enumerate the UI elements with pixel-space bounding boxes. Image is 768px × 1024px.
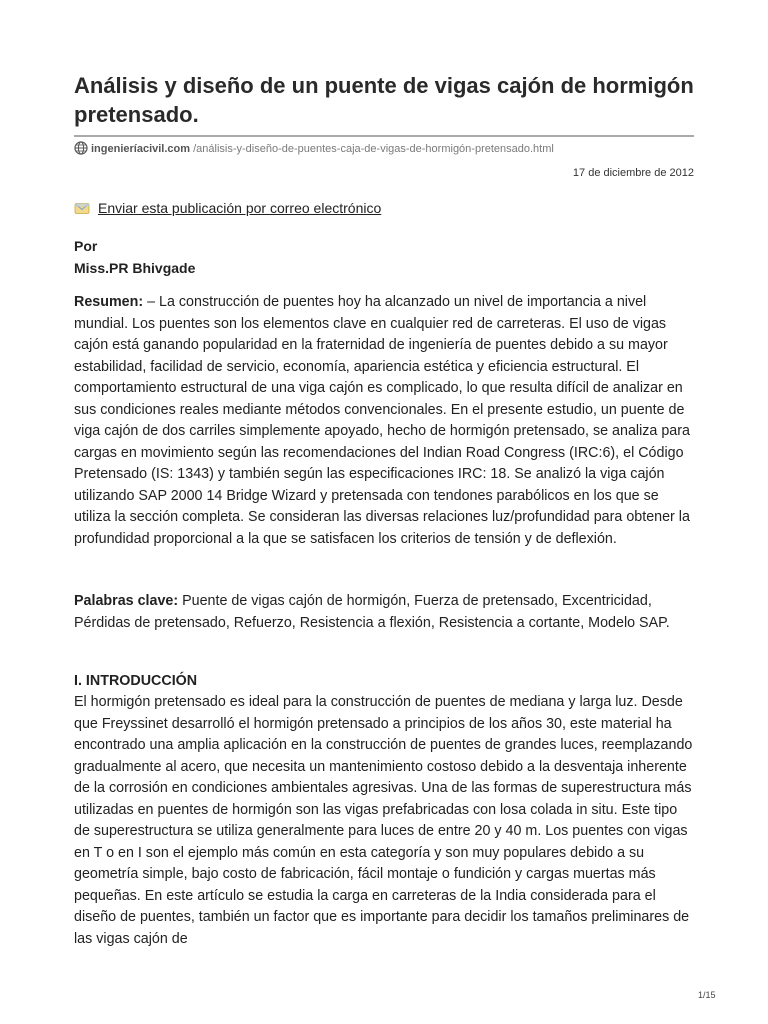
- envelope-icon: [74, 201, 90, 215]
- abstract-text: – La construcción de puentes hoy ha alcanzado un nivel de importancia a nivel mundial. Los puentes son los elementos clave en cualquier red de carreteras. El uso de vigas cajón está ganando popularidad en la fraternidad de ingeniería de puentes debido a su mayor estabilidad, facilidad de servicio, economía, apariencia estética y eficiencia estructural. El comportamiento estructural de una viga cajón es complicado, lo que resulta difícil de analizar en sus condiciones reales mediante métodos convencionales. En el presente estudio, un puente de viga cajón de dos carriles simplemente apoyado, hecho de hormigón pretensado, se analiza para cargas en movimiento según las recomendaciones del Indian Road Congress (IRC:6), el Código Pretensado (IS: 1343) y también según las especificaciones IRC: 18. Se analizó la viga cajón utilizando SAP 2000 14 Bridge Wizard y pretensada con tendones parabólicos en los que se utiliza la sección completa. Se consideran las diversas relaciones luz/profundidad para obtener la profundidad proporcional a la que se satisfacen los criterios de tensión y de deflexión.: [74, 294, 690, 547]
- keywords-text: Puente de vigas cajón de hormigón, Fuerza de pretensado, Excentricidad, Pérdidas de pretensado, Refuerzo, Resistencia a flexión, Resistencia a cortante, Modelo SAP.: [74, 593, 670, 631]
- title-divider: [74, 135, 694, 137]
- author-block: [74, 235, 195, 279]
- keywords-paragraph: [74, 591, 694, 634]
- source-line[interactable]: [74, 141, 694, 157]
- section-heading-introduction: I. INTRODUCCIÓN: [74, 673, 198, 689]
- article-title: Análisis y diseño de un puente de vigas cajón de hormigón pretensado.: [74, 73, 694, 127]
- globe-icon: [74, 141, 88, 155]
- author-by-label: Por: [74, 238, 98, 254]
- keywords-label: Palabras clave:: [74, 593, 179, 609]
- source-path: /análisis-y-diseño-de-puentes-caja-de-vigas-de-hormigón-pretensado.html: [190, 143, 554, 155]
- publication-date: 17 de diciembre de 2012: [572, 167, 694, 179]
- author-name: Miss.PR Bhivgade: [74, 260, 196, 276]
- email-link-text: Enviar esta publicación por correo electrónico: [98, 200, 382, 216]
- abstract-label: Resumen:: [74, 294, 144, 310]
- abstract-paragraph: [74, 292, 694, 550]
- source-domain: ingenieríacivil.com: [91, 143, 191, 155]
- email-post-link[interactable]: [74, 198, 381, 218]
- introduction-paragraph: El hormigón pretensado es ideal para la construcción de puentes de mediana y larga luz. Desde que Freyssinet desarrolló el hormigón pretensado a principios de los años 30, este material ha encontrado una amplia aplicación en la construcción de puentes de grandes luces, reemplazando gradualmente al acero, que necesita un mantenimiento costoso debido a la desventaja inherente de la corrosión en condiciones ambientales agresivas. Una de las formas de superestructura más utilizadas en puentes de hormigón son las vigas prefabricadas con losa colada in situ. Este tipo de superestructura se utiliza generalmente para luces de entre 20 y 40 m. Los puentes con vigas en T o en I son el ejemplo más común en esta categoría y son muy populares debido a su geometría simple, bajo costo de fabricación, fácil montaje o fundición y cargas muertas más pequeñas. En este artículo se estudia la carga en carreteras de la India considerada para el diseño de puentes, también un factor que es importante para decidir los tamaños preliminares de las vigas cajón de: [74, 694, 693, 947]
- page-number: 1/15: [698, 990, 716, 1000]
